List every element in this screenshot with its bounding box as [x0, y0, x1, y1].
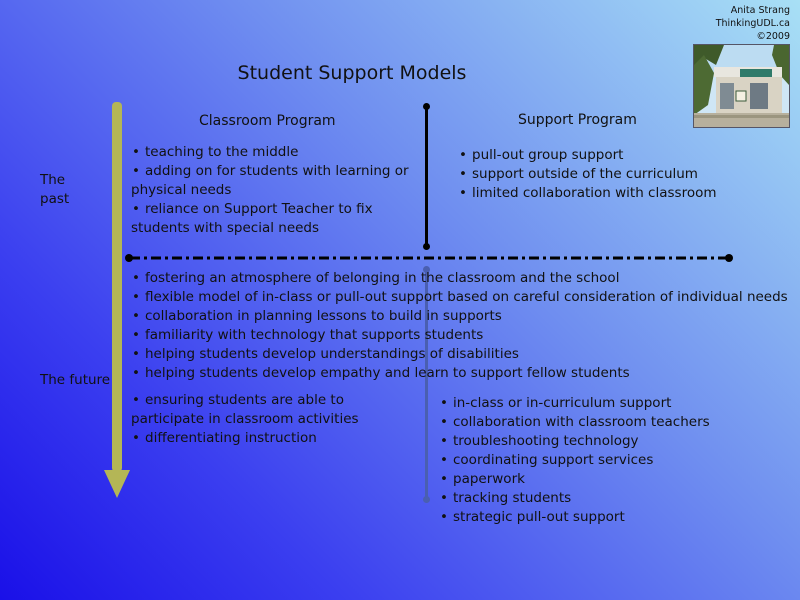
list-item: • in-class or in-curriculum support [439, 394, 739, 413]
list-item: • ensuring students are able to participate in classroom activities [131, 391, 361, 429]
list-item: • tracking students [439, 489, 739, 508]
credit-copyright: ©2009 [756, 31, 790, 42]
list-item: • paperwork [439, 470, 739, 489]
list-item: • collaboration with classroom teachers [439, 413, 739, 432]
past-classroom-list [131, 143, 431, 238]
list-item: • differentiating instruction [131, 429, 361, 448]
era-label-past: The past [40, 172, 70, 207]
credit-site: ThinkingUDL.ca [715, 18, 790, 29]
list-item: • reliance on Support Teacher to fix students with special needs [131, 200, 431, 238]
school-photo [693, 44, 790, 128]
list-item: • support outside of the curriculum [458, 165, 758, 184]
classroom-program-heading: Classroom Program [199, 113, 336, 129]
list-item: • troubleshooting technology [439, 432, 739, 451]
credit-author: Anita Strang [730, 5, 790, 16]
timeline-arrow [104, 100, 130, 500]
divider-future-bottom-dot [423, 496, 430, 503]
future-classroom-list [131, 391, 361, 448]
past-support-list [458, 146, 758, 203]
era-label-future: The future [40, 372, 111, 388]
list-item: • fostering an atmosphere of belonging in the classroom and the school [131, 269, 791, 288]
list-item: • limited collaboration with classroom [458, 184, 758, 203]
list-item: • helping students develop understandings of disabilities [131, 345, 791, 364]
divider-horizontal [124, 252, 736, 264]
future-support-list [439, 394, 739, 527]
list-item: • teaching to the middle [131, 143, 431, 162]
divider-bottom-dot [423, 243, 430, 250]
list-item: • coordinating support services [439, 451, 739, 470]
list-item: • strategic pull-out support [439, 508, 739, 527]
credit-block [716, 4, 790, 43]
list-item: • flexible model of in-class or pull-out support based on careful consideration of individual needs [131, 288, 791, 307]
list-item: • adding on for students with learning or physical needs [131, 162, 431, 200]
divider-top-dot [423, 103, 430, 110]
future-shared-list [131, 269, 791, 383]
list-item: • pull-out group support [458, 146, 758, 165]
page-title: Student Support Models [237, 62, 467, 84]
list-item: • helping students develop empathy and learn to support fellow students [131, 364, 791, 383]
support-program-heading: Support Program [518, 112, 637, 128]
list-item: • familiarity with technology that supports students [131, 326, 791, 345]
list-item: • collaboration in planning lessons to build in supports [131, 307, 791, 326]
